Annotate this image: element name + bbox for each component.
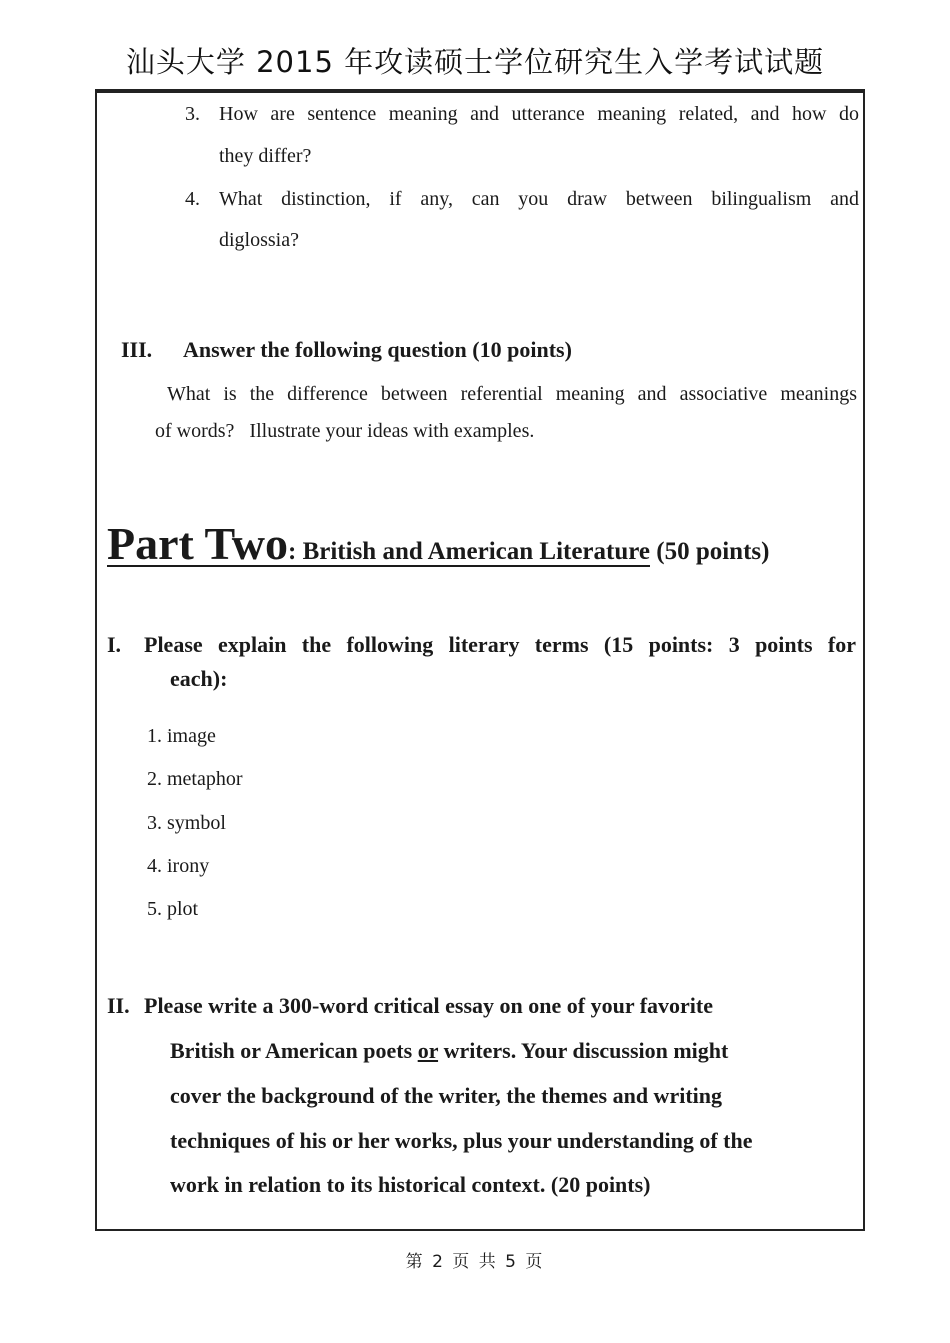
- part-two-heading: [107, 517, 769, 570]
- term-item: 5. plot: [147, 898, 199, 920]
- section-ii-line3: cover the background of the writer, the themes and writing: [170, 1083, 722, 1108]
- part-two-label: Part Two: [107, 518, 288, 569]
- page-number: 第 2 页 共 5 页: [405, 1252, 545, 1272]
- section-ii-line2: [170, 1038, 728, 1064]
- part-two-subject: : British and American Literature: [288, 538, 650, 565]
- section-i-number: I.: [107, 632, 122, 657]
- section-iii-title: Answer the following question (10 points): [183, 337, 572, 362]
- term-item: 2. metaphor: [147, 768, 243, 790]
- question-3-line1: How are sentence meaning and utterance meaning related, and how do: [219, 103, 859, 125]
- section-ii-line4: techniques of his or her works, plus your understanding of the: [170, 1128, 753, 1153]
- term-item: 3. symbol: [147, 812, 226, 834]
- section-i-line2: each):: [170, 666, 228, 691]
- question-3-line2: they differ?: [219, 145, 312, 167]
- exam-title: 汕头大学 2015 年攻读硕士学位研究生入学考试试题: [125, 45, 825, 79]
- question-4-line2: diglossia?: [219, 229, 299, 251]
- section-iii-line1: What is the difference between referential meaning and associative meanings: [167, 383, 857, 405]
- section-iii-number: III.: [121, 337, 153, 362]
- term-item: 1. image: [147, 725, 216, 747]
- part-two-points: (50 points): [650, 538, 770, 565]
- section-ii-line1: Please write a 300-word critical essay on one of your favorite: [144, 993, 714, 1018]
- section-i-line1: Please explain the following literary terms (15 points: 3 points for: [144, 632, 856, 657]
- question-4-line1: What distinction, if any, can you draw between bilingualism and: [219, 188, 859, 210]
- section-ii-line5: work in relation to its historical context. (20 points): [170, 1172, 651, 1197]
- question-4-number: 4.: [185, 188, 200, 210]
- section-ii-line2-b: writers. Your discussion might: [438, 1038, 729, 1063]
- section-iii-line2: of words? Illustrate your ideas with examples.: [155, 420, 535, 442]
- section-ii-line2-a: British or American poets: [170, 1038, 418, 1063]
- frame-top-rule: [95, 89, 865, 93]
- term-item: 4. irony: [147, 855, 210, 877]
- section-ii-number: II.: [107, 993, 130, 1018]
- question-3-number: 3.: [185, 103, 200, 125]
- section-ii-or: or: [417, 1038, 439, 1063]
